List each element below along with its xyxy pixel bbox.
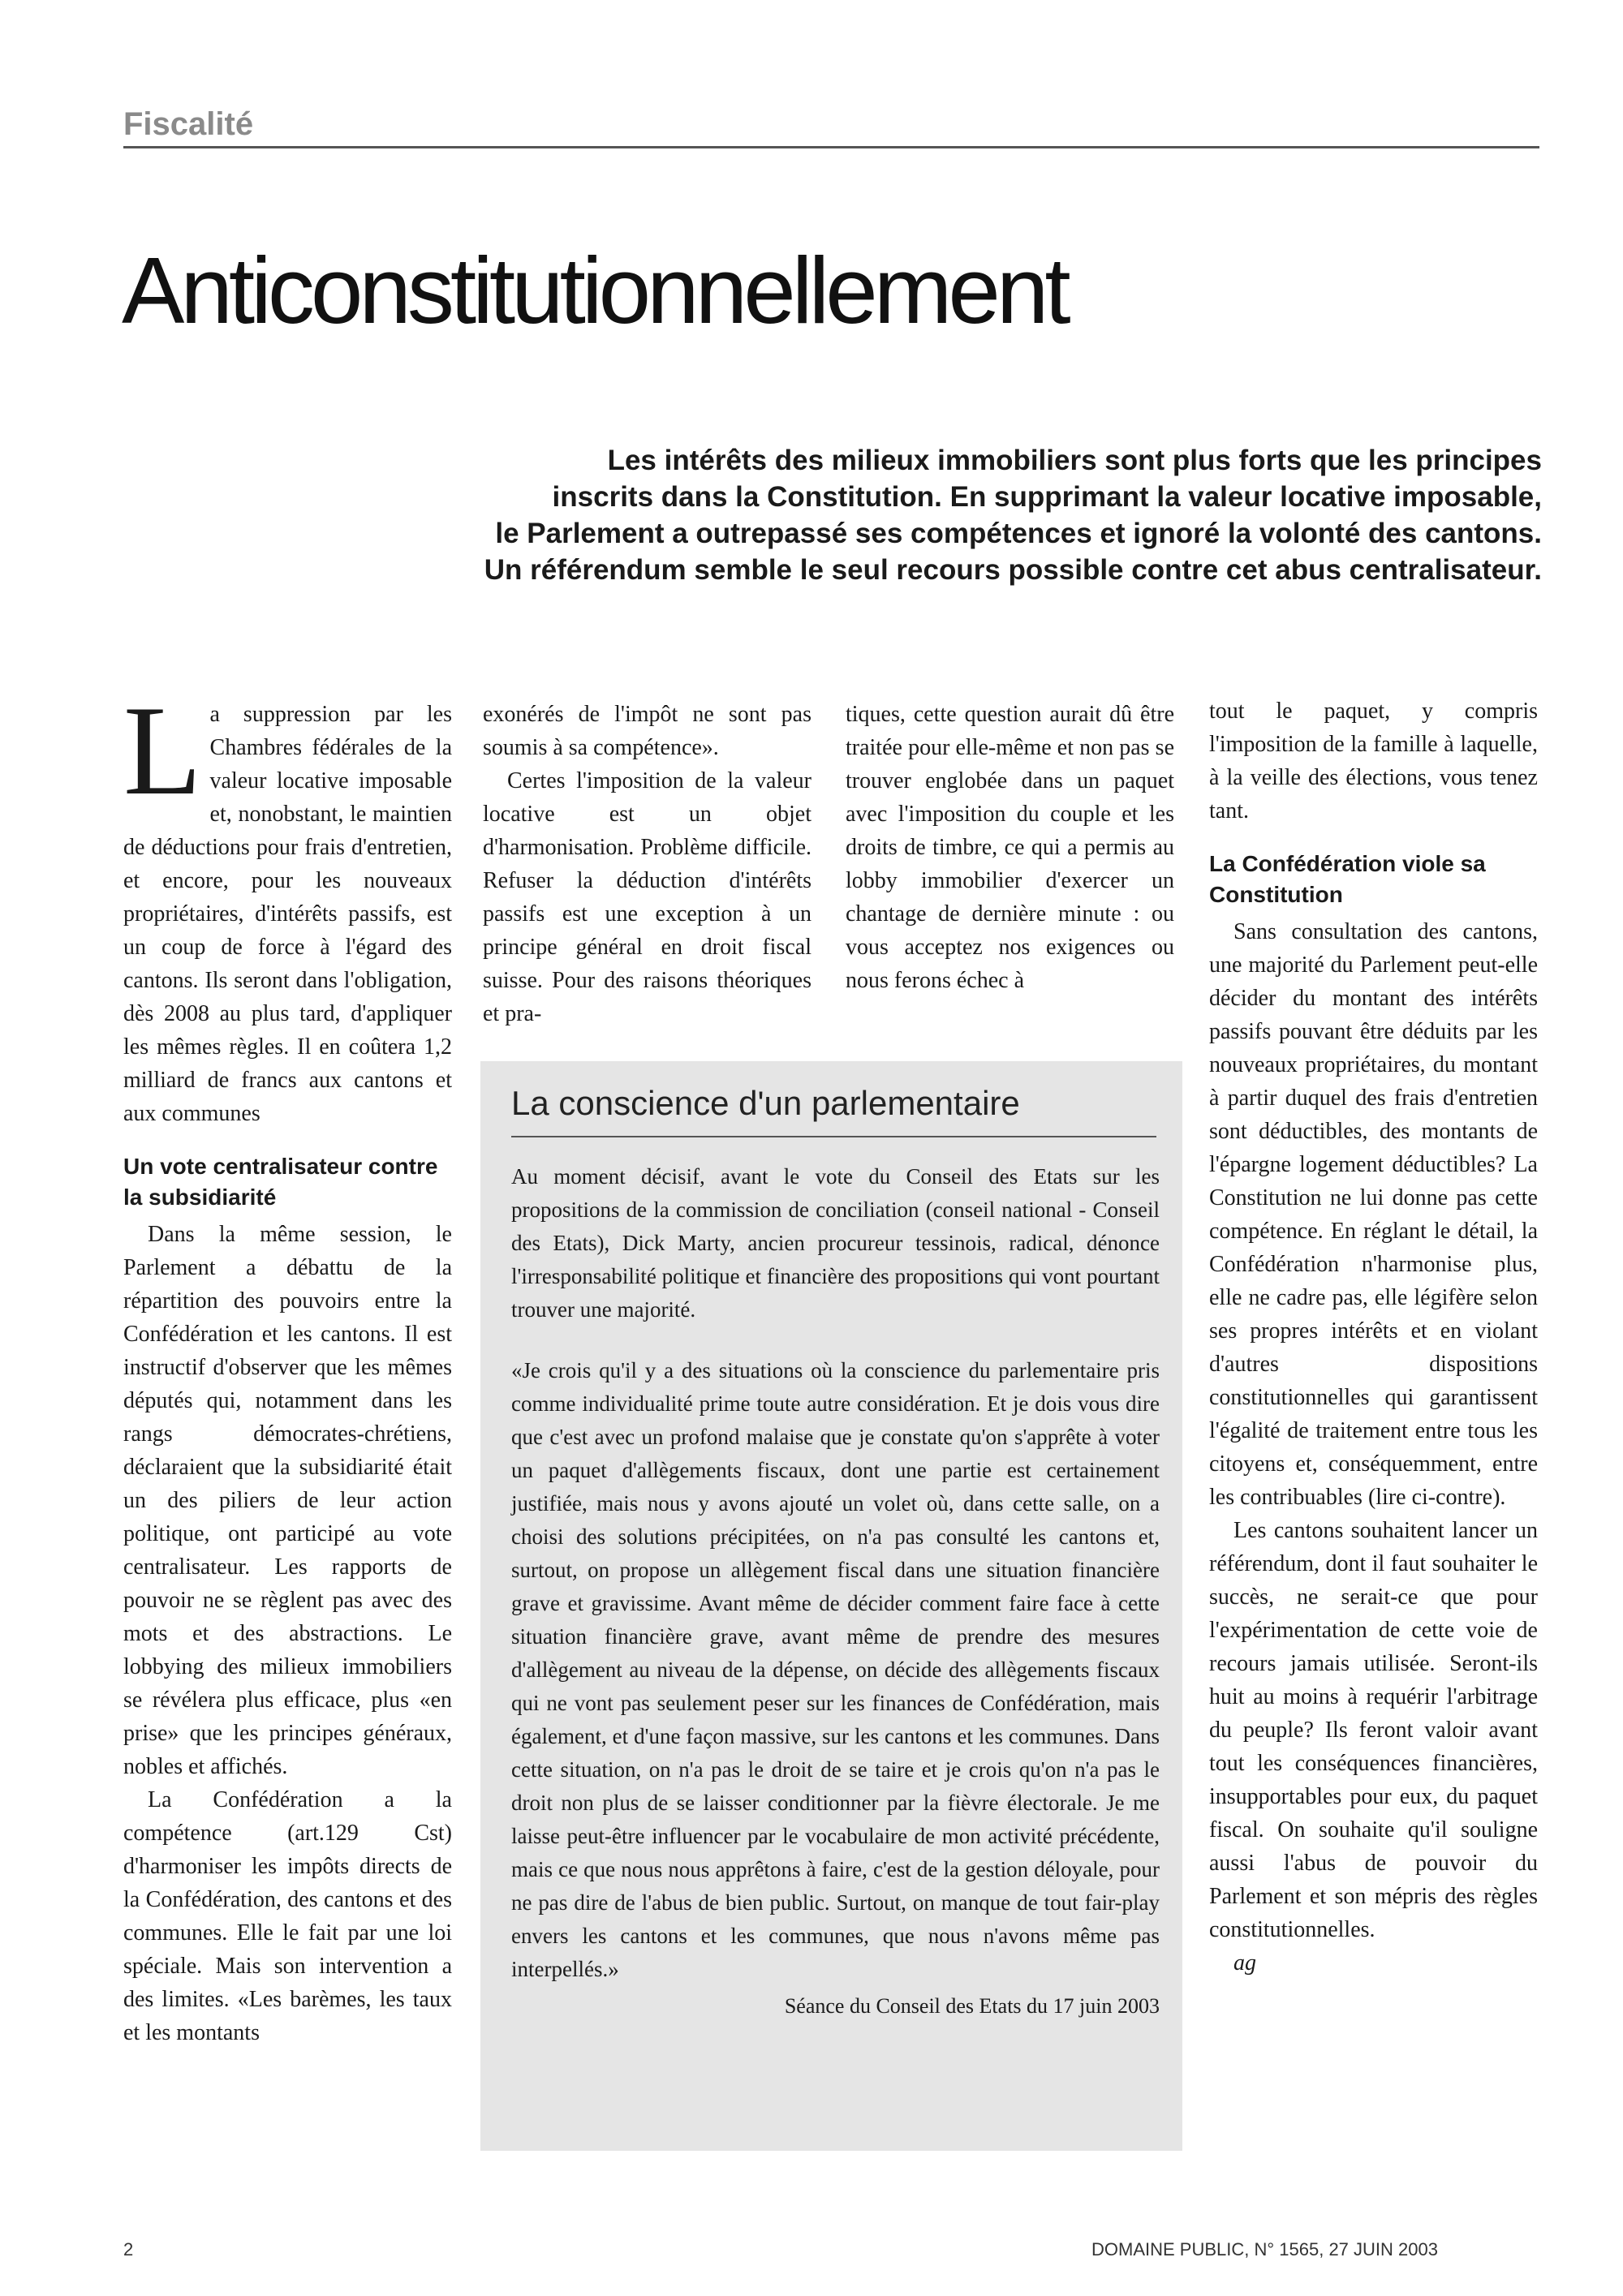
lead-line: Les intérêts des milieux immobiliers sont plus forts que les principes [607, 445, 1542, 476]
sidebar-box [480, 1061, 1182, 2151]
article-paragraph [123, 680, 452, 1130]
article-column-4 [1209, 694, 1538, 1980]
lead-line: inscrits dans la Constitution. En supprimant la valeur locative imposable, [552, 481, 1542, 513]
article-headline: Anticonstitutionnellement [122, 238, 1067, 343]
page-number: 2 [123, 2239, 134, 2259]
article-paragraph: Sans consultation des cantons, une majorité du Parlement peut-elle décider du montant des intérêts passifs pouvant être déduits par les nouveaux propriétaires, du montant à partir duquel des frais d'entretien sont déductibles, des montants de l'épargne logement déductibles? La Constitution ne lui donne pas cette compétence. En réglant le détail, la Confédération n'harmonise plus, elle ne cadre pas, elle légifère selon ses propres intérêts et en violant d'autres dispositions constitutionnelles qui garantissent l'égalité de traitement entre tous les citoyens et, conséquemment, entre les contribuables (lire ci-contre). [1209, 919, 1538, 1510]
issue-info: DOMAINE PUBLIC, N° 1565, 27 JUIN 2003 [1091, 2239, 1438, 2259]
sidebar-source: Séance du Conseil des Etats du 17 juin 2003 [784, 1994, 1160, 2018]
sidebar-intro: Au moment décisif, avant le vote du Conseil des Etats sur les propositions de la commission de conciliation (conseil national - Conseil des Etats), Dick Marty, ancien procureur tessinois, radical, dénonce l'irresponsabilité politique et financière des propositions qui vont pourtant trouver une majorité. [511, 1164, 1160, 1322]
lead-line: le Parlement a outrepassé ses compétences et ignoré la volonté des cantons. [495, 518, 1542, 549]
sidebar-quote: «Je crois qu'il y a des situations où la conscience du parlementaire pris comme individualité prime toute autre considération. Et je dois vous dire que c'est avec un profond malaise que je constate qu'on s'apprête à voter un paquet d'allègements fiscaux, dont une partie est certainement justifiée, mais nous y avons ajouté un volet où, dans cette salle, on a choisi des solutions précipitées, on n'a pas consulté les cantons et, surtout, on propose un allègement fiscal dans une situation financière grave et gravissime. Avant même de décider comment faire face à cette situation financière grave, avant même de prendre des mesures d'allègement au niveau de la dépense, on décide des allègements fiscaux qui ne vont pas seulement peser sur les finances de Confédération, mais également, et d'une façon massive, sur les cantons et les communes. Dans cette situation, on n'a pas le droit de se taire et je crois qu'on n'a pas le droit non plus de se laisser conditionner par la fièvre électorale. Je me laisse peut-être influencer par le vocabulaire de mon activité précédente, mais ce que nous nous apprêtons à faire, c'est de la gestion déloyale, pour ne pas dire de l'abus de bien public. Surtout, on manque de tout fair-play envers les cantons et les communes, que nous n'avons même pas interpellés.» [511, 1358, 1160, 1981]
article-paragraph: Dans la même session, le Parlement a débattu de la répartition des pouvoirs entre la Confédération et les cantons. Il est instructif d'observer que les mêmes députés qui, notamment dans les rangs démocrates-chrétiens, déclaraient que la subsidiarité était un des piliers de leur action politique, ont participé au vote centralisateur. Les rapports de pouvoir ne se règlent pas avec des mots et des abstractions. Le lobbying des milieux immobiliers se révélera plus efficace, plus «en prise» que les principes généraux, nobles et affichés. [123, 1222, 452, 1779]
article-column-3 [846, 698, 1174, 997]
article-lead [243, 442, 1542, 588]
section-rubric: Fiscalité [123, 104, 1539, 148]
article-paragraph: Certes l'imposition de la valeur locative est un objet d'harmonisation. Problème difficile. Refuser la déduction d'intérêts passifs est une exception à un principe général en droit fiscal suisse. Pour des raisons théoriques et pra- [483, 768, 812, 1026]
article-paragraph: Les cantons souhaitent lancer un référendum, dont il faut souhaiter le succès, ne serait-ce que pour l'expérimentation de cette voie de recours jamais utilisée. Seront-ils huit au moins à requérir l'arbitrage du peuple? Ils feront valoir avant tout les conséquences financières, insupportables pour eux, du paquet fiscal. On souhaite qu'il souligne aussi l'abus de pouvoir du Parlement et son mépris des règles constitutionnelles. [1209, 1518, 1538, 1942]
article-paragraph: exonérés de l'impôt ne sont pas soumis à sa compétence». [483, 702, 812, 760]
lead-line: Un référendum semble le seul recours possible contre cet abus centralisateur. [484, 554, 1542, 586]
paragraph-text: a suppression par les Chambres fédérales de la valeur locative imposable et, nonobstant, le maintien de déductions pour frais d'entretien, et encore, pour les nouveaux propriétaires, d'intérêts passifs, est un coup de force à l'égard des cantons. Ils seront dans l'obligation, dès 2008 au plus tard, d'appliquer les mêmes règles. Il en coûtera 1,2 milliard de francs aux cantons et aux communes [123, 702, 452, 1126]
drop-cap: L [123, 680, 202, 822]
author-signature: ag [1233, 1950, 1256, 1976]
article-column-2 [483, 698, 812, 1030]
sidebar-title: La conscience d'un parlementaire [511, 1079, 1156, 1137]
subheading: La Confédération viole sa Constitution [1209, 851, 1486, 907]
subheading: Un vote centralisateur contre la subsidiarité [123, 1154, 438, 1210]
article-paragraph: La Confédération a la compétence (art.129 Cst) d'harmoniser les impôts directs de la Confédération, des cantons et des communes. Elle le fait par une loi spéciale. Mais son intervention a des limites. «Les barèmes, les taux et les montants [123, 1787, 452, 2045]
article-paragraph: tout le paquet, y compris l'imposition de la famille à laquelle, à la veille des élections, vous tenez tant. [1209, 699, 1538, 823]
article-column-1 [123, 680, 452, 2049]
article-paragraph: tiques, cette question aurait dû être traitée pour elle-même et non pas se trouver englobée dans un paquet avec l'imposition du couple et les droits de timbre, ce qui a permis au lobby immobilier d'exercer un chantage de dernière minute : ou vous acceptez nos exigences ou nous ferons échec à [846, 702, 1174, 993]
